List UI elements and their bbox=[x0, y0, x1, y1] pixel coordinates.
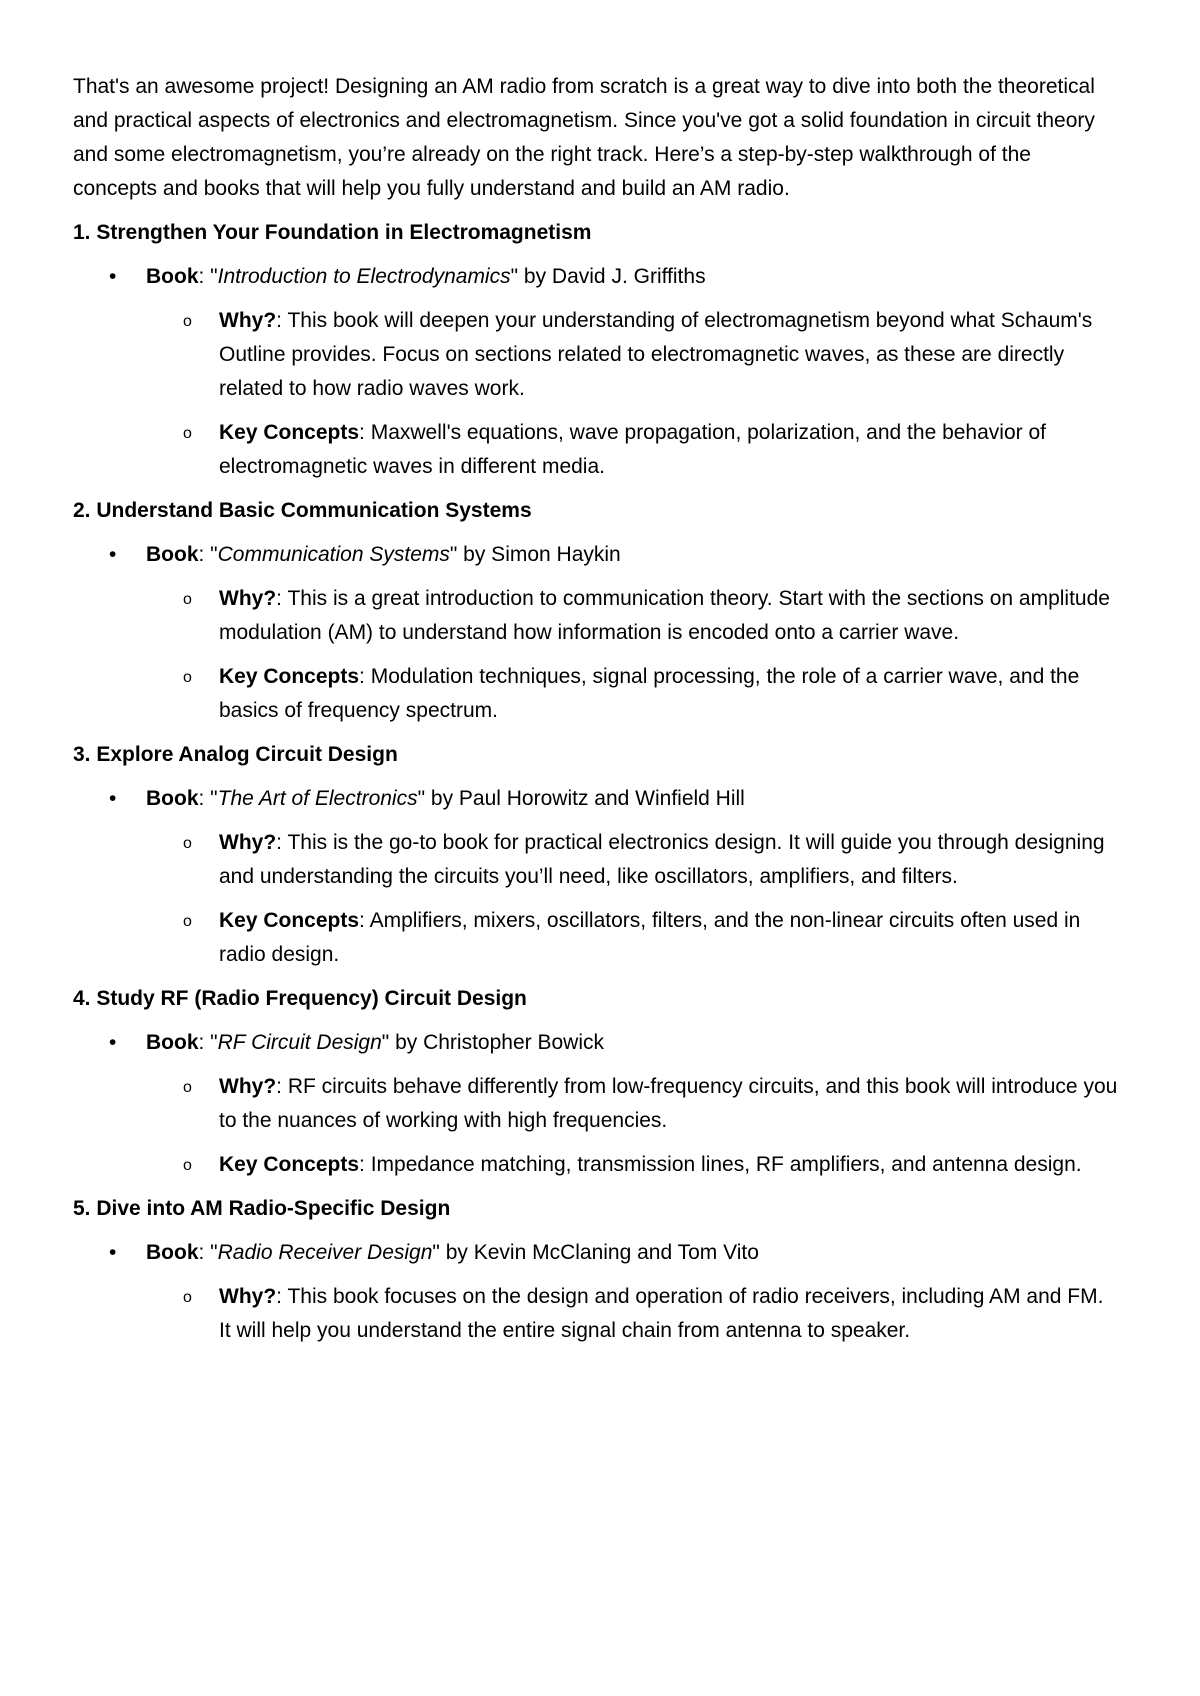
why-text: RF circuits behave differently from low-frequency circuits, and this book will introduce you to the nuances of working with high frequencies. bbox=[219, 1075, 1118, 1132]
why-text: This book will deepen your understanding of electromagnetism beyond what Schaum's Outline provides. Focus on sections related to electromagnetic waves, as these are directly related to how radio waves work. bbox=[219, 309, 1093, 400]
why-label: Why? bbox=[219, 1285, 277, 1308]
circle-bullet-icon: o bbox=[183, 1157, 192, 1174]
bullet-icon: • bbox=[109, 1241, 117, 1264]
section-heading: 2. Understand Basic Communication Systems bbox=[73, 499, 532, 522]
document-page bbox=[73, 70, 1118, 1358]
book-title: The Art of Electronics bbox=[217, 787, 418, 810]
book-author: by Kevin McClaning and Tom Vito bbox=[445, 1241, 759, 1264]
intro-paragraph: That's an awesome project! Designing an AM radio from scratch is a great way to dive into both the theoretical and practical aspects of electronics and electromagnetism. Since you've got a solid foundation in circuit theory and some electromagnetism, you’re already on the right track. Here’s a step-by-step walkthrough of the concepts and books that will help you fully understand and build an AM radio. bbox=[73, 75, 1095, 200]
key-concepts-text: Impedance matching, transmission lines, RF amplifiers, and antenna design. bbox=[370, 1153, 1082, 1176]
key-concepts-label: Key Concepts bbox=[219, 665, 360, 688]
key-concepts-text: Maxwell's equations, wave propagation, polarization, and the behavior of electromagnetic waves in different media. bbox=[219, 421, 1046, 478]
book-line: • Book: "Radio Receiver Design" by Kevin McClaning and Tom Vito bbox=[73, 1236, 1118, 1270]
key-concepts-item: o Key Concepts: Amplifiers, mixers, oscillators, filters, and the non-linear circuits often used in radio design. bbox=[73, 904, 1118, 972]
why-item: o Why?: This is a great introduction to communication theory. Start with the sections on amplitude modulation (AM) to understand how information is encoded onto a carrier wave. bbox=[73, 582, 1118, 650]
book-author: by David J. Griffiths bbox=[523, 265, 706, 288]
key-concepts-text: Modulation techniques, signal processing, the role of a carrier wave, and the basics of frequency spectrum. bbox=[219, 665, 1080, 722]
book-author: by Christopher Bowick bbox=[395, 1031, 604, 1054]
why-item: o Why?: This is the go-to book for practical electronics design. It will guide you through designing and understanding the circuits you’ll need, like oscillators, amplifiers, and filters. bbox=[73, 826, 1118, 894]
why-item: o Why?: This book focuses on the design and operation of radio receivers, including AM and FM. It will help you understand the entire signal chain from antenna to speaker. bbox=[73, 1280, 1118, 1348]
book-author: by Simon Haykin bbox=[463, 543, 621, 566]
why-text: This is a great introduction to communication theory. Start with the sections on amplitude modulation (AM) to understand how information is encoded onto a carrier wave. bbox=[219, 587, 1110, 644]
why-text: This is the go-to book for practical electronics design. It will guide you through designing and understanding the circuits you’ll need, like oscillators, amplifiers, and filters. bbox=[219, 831, 1105, 888]
bullet-icon: • bbox=[109, 787, 117, 810]
section-1 bbox=[73, 216, 1118, 484]
key-concepts-label: Key Concepts bbox=[219, 909, 360, 932]
why-item: o Why?: RF circuits behave differently from low-frequency circuits, and this book will introduce you to the nuances of working with high frequencies. bbox=[73, 1070, 1118, 1138]
book-line: • Book: "RF Circuit Design" by Christopher Bowick bbox=[73, 1026, 1118, 1060]
key-concepts-item: o Key Concepts: Modulation techniques, signal processing, the role of a carrier wave, and the basics of frequency spectrum. bbox=[73, 660, 1118, 728]
why-text: This book focuses on the design and operation of radio receivers, including AM and FM. It will help you understand the entire signal chain from antenna to speaker. bbox=[219, 1285, 1104, 1342]
section-3 bbox=[73, 738, 1118, 972]
book-line: • Book: "Introduction to Electrodynamics" by David J. Griffiths bbox=[73, 260, 1118, 294]
section-heading: 1. Strengthen Your Foundation in Electromagnetism bbox=[73, 221, 592, 244]
book-title: Radio Receiver Design bbox=[217, 1241, 433, 1264]
section-heading: 5. Dive into AM Radio-Specific Design bbox=[73, 1197, 451, 1220]
book-title: RF Circuit Design bbox=[217, 1031, 382, 1054]
circle-bullet-icon: o bbox=[183, 313, 192, 330]
key-concepts-label: Key Concepts bbox=[219, 1153, 360, 1176]
circle-bullet-icon: o bbox=[183, 669, 192, 686]
circle-bullet-icon: o bbox=[183, 591, 192, 608]
circle-bullet-icon: o bbox=[183, 1289, 192, 1306]
section-5 bbox=[73, 1192, 1118, 1348]
book-title: Introduction to Electrodynamics bbox=[217, 265, 511, 288]
why-label: Why? bbox=[219, 587, 277, 610]
key-concepts-label: Key Concepts bbox=[219, 421, 360, 444]
book-author: by Paul Horowitz and Winfield Hill bbox=[430, 787, 745, 810]
why-label: Why? bbox=[219, 831, 277, 854]
section-heading: 3. Explore Analog Circuit Design bbox=[73, 743, 398, 766]
book-line: • Book: "The Art of Electronics" by Paul Horowitz and Winfield Hill bbox=[73, 782, 1118, 816]
circle-bullet-icon: o bbox=[183, 835, 192, 852]
circle-bullet-icon: o bbox=[183, 913, 192, 930]
book-title: Communication Systems bbox=[217, 543, 450, 566]
bullet-icon: • bbox=[109, 543, 117, 566]
bullet-icon: • bbox=[109, 265, 117, 288]
key-concepts-item: o Key Concepts: Maxwell's equations, wave propagation, polarization, and the behavior of electromagnetic waves in different media. bbox=[73, 416, 1118, 484]
why-label: Why? bbox=[219, 1075, 277, 1098]
circle-bullet-icon: o bbox=[183, 425, 192, 442]
section-2 bbox=[73, 494, 1118, 728]
key-concepts-text: Amplifiers, mixers, oscillators, filters, and the non-linear circuits often used in radio design. bbox=[219, 909, 1081, 966]
circle-bullet-icon: o bbox=[183, 1079, 192, 1096]
book-label: Book bbox=[146, 1031, 199, 1054]
book-label: Book bbox=[146, 543, 199, 566]
book-label: Book bbox=[146, 787, 199, 810]
section-4 bbox=[73, 982, 1118, 1182]
section-heading: 4. Study RF (Radio Frequency) Circuit Design bbox=[73, 987, 527, 1010]
key-concepts-item: o Key Concepts: Impedance matching, transmission lines, RF amplifiers, and antenna design. bbox=[73, 1148, 1118, 1182]
book-label: Book bbox=[146, 1241, 199, 1264]
bullet-icon: • bbox=[109, 1031, 117, 1054]
why-label: Why? bbox=[219, 309, 277, 332]
book-label: Book bbox=[146, 265, 199, 288]
why-item: o Why?: This book will deepen your understanding of electromagnetism beyond what Schaum's Outline provides. Focus on sections related to electromagnetic waves, as these are directly related to how radio waves work. bbox=[73, 304, 1118, 406]
book-line: • Book: "Communication Systems" by Simon Haykin bbox=[73, 538, 1118, 572]
